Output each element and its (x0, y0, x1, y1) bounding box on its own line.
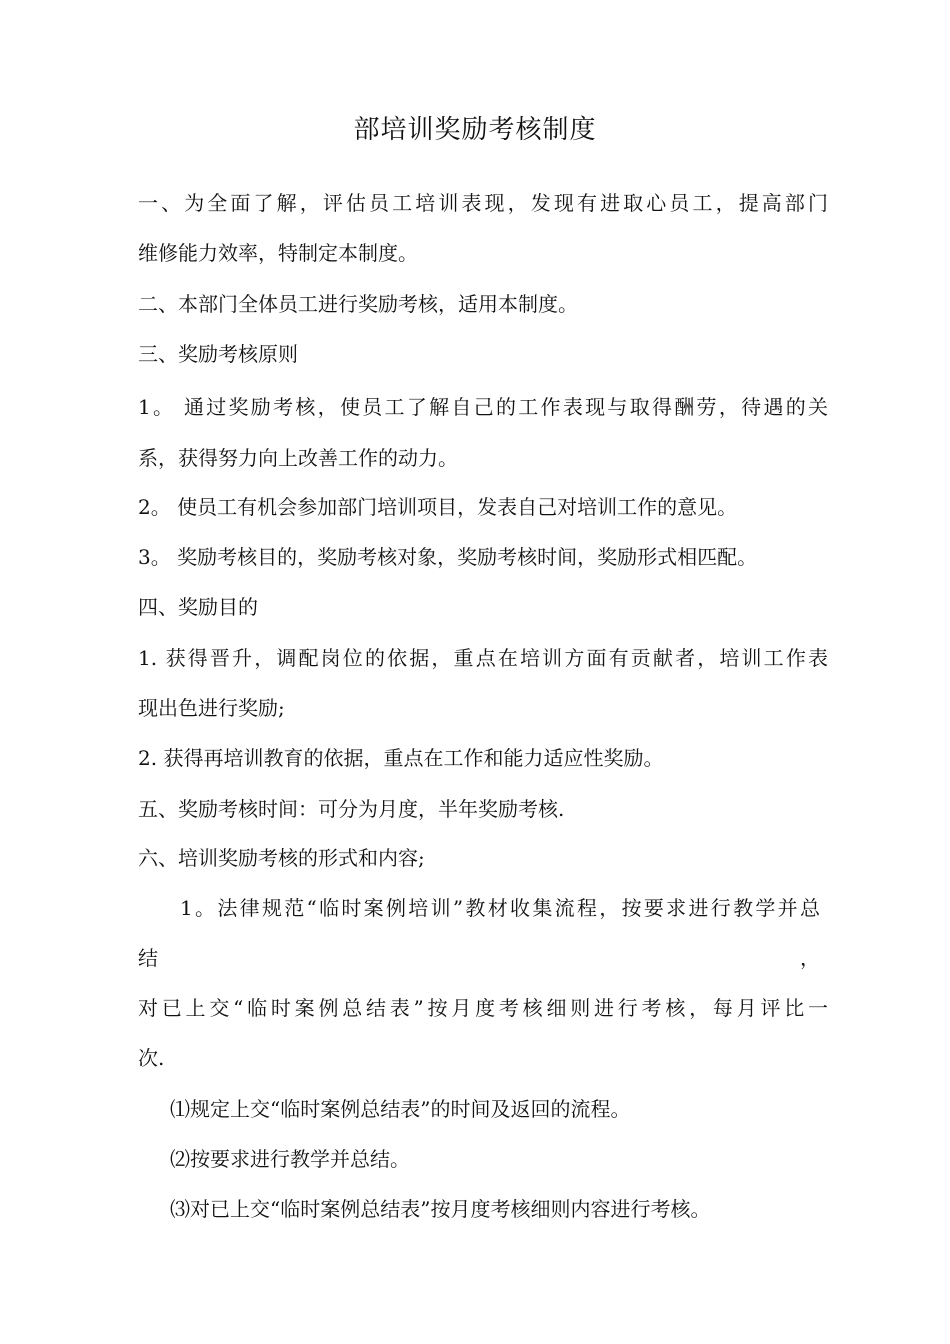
paragraph-line: 1。 通过奖励考核，使员工了解自己的工作表现与取得酬劳，待遇的关 (138, 395, 828, 419)
paragraph-line: 2. 获得再培训教育的依据，重点在工作和能力适应性奖励。 (138, 746, 664, 770)
paragraph-line: 维修能力效率，特制定本制度。 (138, 241, 418, 265)
paragraph-line: 1. 获得晋升，调配岗位的依据，重点在培训方面有贡献者，培训工作表 (138, 646, 828, 670)
section-heading: 三、奖励考核原则 (138, 342, 298, 366)
document-title: 部培训奖励考核制度 (353, 115, 597, 145)
paragraph-line: 系，获得努力向上改善工作的动力。 (138, 446, 458, 470)
paragraph-line: 五、奖励考核时间：可分为月度，半年奖励考核. (138, 797, 565, 821)
paragraph-line: 2。 使员工有机会参加部门培训项目，发表自己对培训工作的意见。 (138, 495, 738, 519)
list-item: ⑵按要求进行教学并总结。 (170, 1147, 410, 1171)
paragraph-line: 二、本部门全体员工进行奖励考核，适用本制度。 (138, 292, 578, 316)
paragraph-line: 现出色进行奖励; (138, 696, 285, 720)
paragraph-line: 结 (138, 946, 158, 970)
paragraph-line: 3。 奖励考核目的，奖励考核对象，奖励考核时间，奖励形式相匹配。 (138, 545, 758, 569)
paragraph-line: 次. (138, 1046, 165, 1070)
section-heading: 六、培训奖励考核的形式和内容; (138, 846, 425, 870)
list-item: ⑶对已上交“临时案例总结表”按月度考核细则内容进行考核。 (170, 1197, 711, 1221)
paragraph-line: 一、为全面了解，评估员工培训表现，发现有进取心员工，提高部门 (138, 191, 828, 215)
paragraph-punctuation: ， (800, 946, 820, 970)
list-item: ⑴规定上交“临时案例总结表”的时间及返回的流程。 (170, 1097, 631, 1121)
paragraph-line: 1。法律规范“临时案例培训”教材收集流程，按要求进行教学并总 (180, 896, 820, 920)
section-heading: 四、奖励目的 (138, 595, 258, 619)
paragraph-line: 对已上交“临时案例总结表”按月度考核细则进行考核，每月评比一 (138, 996, 828, 1020)
